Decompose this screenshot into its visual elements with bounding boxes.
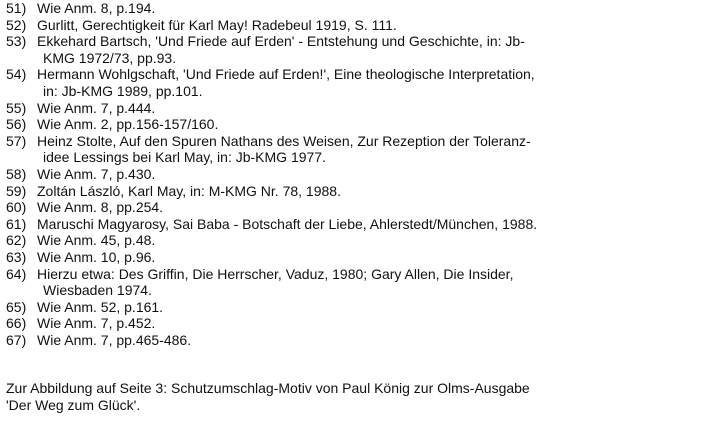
image-caption — [6, 380, 706, 414]
footnote-line: Ekkehard Bartsch, 'Und Friede auf Erden' - Entstehung und Geschichte, in: Jb- — [37, 33, 525, 50]
footnote-text — [37, 249, 706, 266]
footnote — [6, 17, 706, 34]
footnote-text — [37, 232, 706, 249]
footnote-continuation-line: in: Jb-KMG 1989, pp.101. — [43, 82, 203, 99]
footnote-text — [37, 299, 706, 316]
footnote-line: Wie Anm. 10, p.96. — [37, 248, 156, 265]
footnote — [6, 166, 706, 183]
footnote-text — [37, 183, 706, 200]
footnote-text — [37, 0, 706, 17]
footnote-continuation-line: KMG 1972/73, pp.93. — [43, 49, 177, 66]
footnote-line: Zoltán László, Karl May, in: M-KMG Nr. 78, 1988. — [37, 182, 341, 199]
footnote — [6, 100, 706, 117]
footnote-number: 52) — [6, 16, 27, 33]
footnote-continuation-line: Wiesbaden 1974. — [43, 282, 152, 299]
footnote-line: Maruschi Magyarosy, Sai Baba - Botschaft der Liebe, Ahlerstedt/München, 1988. — [37, 215, 538, 232]
footnote-line: Wie Anm. 2, pp.156-157/160. — [37, 116, 219, 133]
footnote-line: Wie Anm. 8, p.194. — [37, 0, 156, 16]
footnote — [6, 249, 706, 266]
footnote-number: 66) — [6, 315, 27, 332]
footnote-number: 57) — [6, 132, 27, 149]
footnote-text — [37, 216, 706, 233]
footnote — [6, 232, 706, 249]
footnote-number: 65) — [6, 298, 27, 315]
footnote-line: Hermann Wohlgschaft, 'Und Friede auf Erden!', Eine theologische Interpretation, — [37, 66, 535, 83]
footnote — [6, 299, 706, 316]
footnote-text — [37, 266, 706, 299]
footnote-number: 62) — [6, 232, 27, 249]
footnote-number: 67) — [6, 331, 27, 348]
footnote-line: Wie Anm. 7, pp.465-486. — [37, 331, 192, 348]
footnote — [6, 0, 706, 17]
footnote-number: 64) — [6, 265, 27, 282]
footnote-line: Wie Anm. 52, p.161. — [37, 298, 164, 315]
caption-line-2: 'Der Weg zum Glück'. — [6, 397, 141, 413]
footnote-number: 63) — [6, 248, 27, 265]
footnote — [6, 315, 706, 332]
caption-line-1: Zur Abbildung auf Seite 3: Schutzumschlag-Motiv von Paul König zur Olms-Ausgabe — [6, 380, 530, 396]
footnote — [6, 116, 706, 133]
footnote-text — [37, 315, 706, 332]
footnote-number: 51) — [6, 0, 27, 16]
footnote-line: Wie Anm. 7, p.444. — [37, 99, 156, 116]
footnote-text — [37, 133, 706, 166]
footnote — [6, 332, 706, 349]
footnote-number: 54) — [6, 66, 27, 83]
footnote — [6, 199, 706, 216]
footnote-text — [37, 116, 706, 133]
footnote — [6, 66, 706, 99]
footnote-line: Wie Anm. 8, pp.254. — [37, 199, 164, 216]
footnote-text — [37, 66, 706, 99]
footnote-text — [37, 33, 706, 66]
footnote-continuation-line: idee Lessings bei Karl May, in: Jb-KMG 1977. — [43, 149, 326, 166]
footnote — [6, 216, 706, 233]
footnote-text — [37, 332, 706, 349]
footnote-line: Wie Anm. 7, p.452. — [37, 315, 156, 332]
footnote-line: Hierzu etwa: Des Griffin, Die Herrscher, Vaduz, 1980; Gary Allen, Die Insider, — [37, 265, 514, 282]
footnote — [6, 33, 706, 66]
footnote — [6, 266, 706, 299]
footnote-number: 53) — [6, 33, 27, 50]
footnote-number: 59) — [6, 182, 27, 199]
footnote-line: Wie Anm. 45, p.48. — [37, 232, 156, 249]
footnote-number: 55) — [6, 99, 27, 116]
footnote-number: 61) — [6, 215, 27, 232]
footnote-text — [37, 166, 706, 183]
footnote-text — [37, 100, 706, 117]
footnote-line: Heinz Stolte, Auf den Spuren Nathans des Weisen, Zur Rezeption der Toleranz- — [37, 132, 531, 149]
footnote-line: Wie Anm. 7, p.430. — [37, 165, 156, 182]
footnote-list — [6, 0, 706, 348]
footnote-line: Gurlitt, Gerechtigkeit für Karl May! Radebeul 1919, S. 111. — [37, 16, 397, 33]
footnote — [6, 183, 706, 200]
footnote-number: 58) — [6, 165, 27, 182]
footnote-text — [37, 17, 706, 34]
footnote — [6, 133, 706, 166]
footnote-number: 56) — [6, 116, 27, 133]
footnote-number: 60) — [6, 199, 27, 216]
footnote-text — [37, 199, 706, 216]
